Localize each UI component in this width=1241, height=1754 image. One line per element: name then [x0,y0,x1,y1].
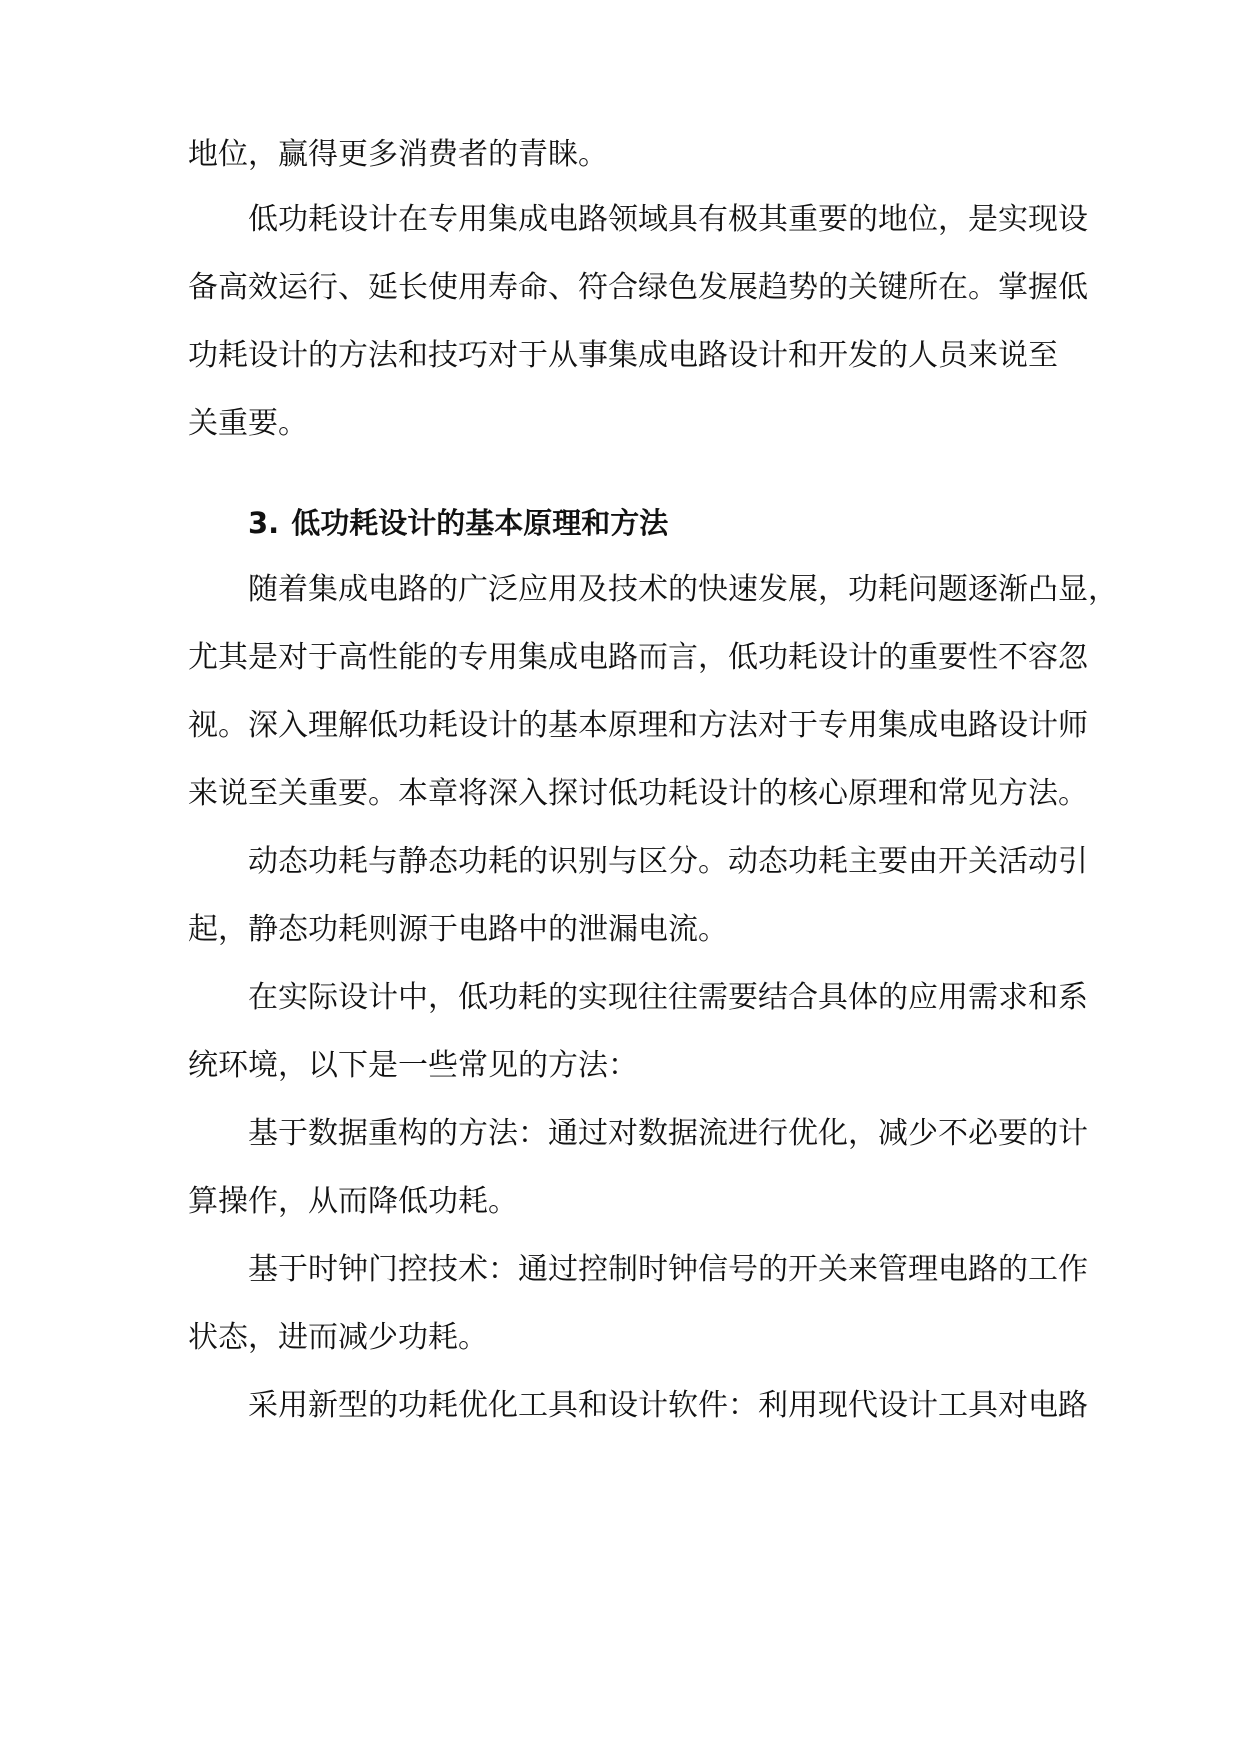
paragraph-line: 基于数据重构的方法：通过对数据流进行优化，减少不必要的计 [248,1116,1088,1151]
paragraph-line: 状态，进而减少功耗。 [188,1320,488,1355]
paragraph-line: 动态功耗与静态功耗的识别与区分。动态功耗主要由开关活动引 [248,844,1088,879]
section-number: 3. [248,506,280,540]
paragraph-line: 基于时钟门控技术：通过控制时钟信号的开关来管理电路的工作 [248,1252,1088,1287]
paragraph-line: 算操作，从而降低功耗。 [188,1184,518,1219]
paragraph-line: 备高效运行、延长使用寿命、符合绿色发展趋势的关键所在。掌握低 [188,270,1088,305]
paragraph-line: 地位，赢得更多消费者的青睐。 [188,137,608,172]
paragraph-line: 统环境，以下是一些常见的方法： [188,1048,638,1083]
paragraph-line: 来说至关重要。本章将深入探讨低功耗设计的核心原理和常见方法。 [188,776,1088,811]
section-title: 低功耗设计的基本原理和方法 [291,506,669,540]
paragraph-line: 低功耗设计在专用集成电路领域具有极其重要的地位，是实现设 [248,202,1088,237]
paragraph-line: 功耗设计的方法和技巧对于从事集成电路设计和开发的人员来说至 [188,338,1058,373]
paragraph-line: 视。深入理解低功耗设计的基本原理和方法对于专用集成电路设计师 [188,708,1088,743]
paragraph-line: 起，静态功耗则源于电路中的泄漏电流。 [188,912,728,947]
section-heading [248,503,668,543]
paragraph-line: 在实际设计中，低功耗的实现往往需要结合具体的应用需求和系 [248,980,1088,1015]
paragraph-line: 随着集成电路的广泛应用及技术的快速发展，功耗问题逐渐凸显， [248,572,1118,607]
paragraph-line: 关重要。 [188,406,308,441]
paragraph-line: 采用新型的功耗优化工具和设计软件：利用现代设计工具对电路 [248,1388,1088,1423]
paragraph-line: 尤其是对于高性能的专用集成电路而言，低功耗设计的重要性不容忽 [188,640,1088,675]
